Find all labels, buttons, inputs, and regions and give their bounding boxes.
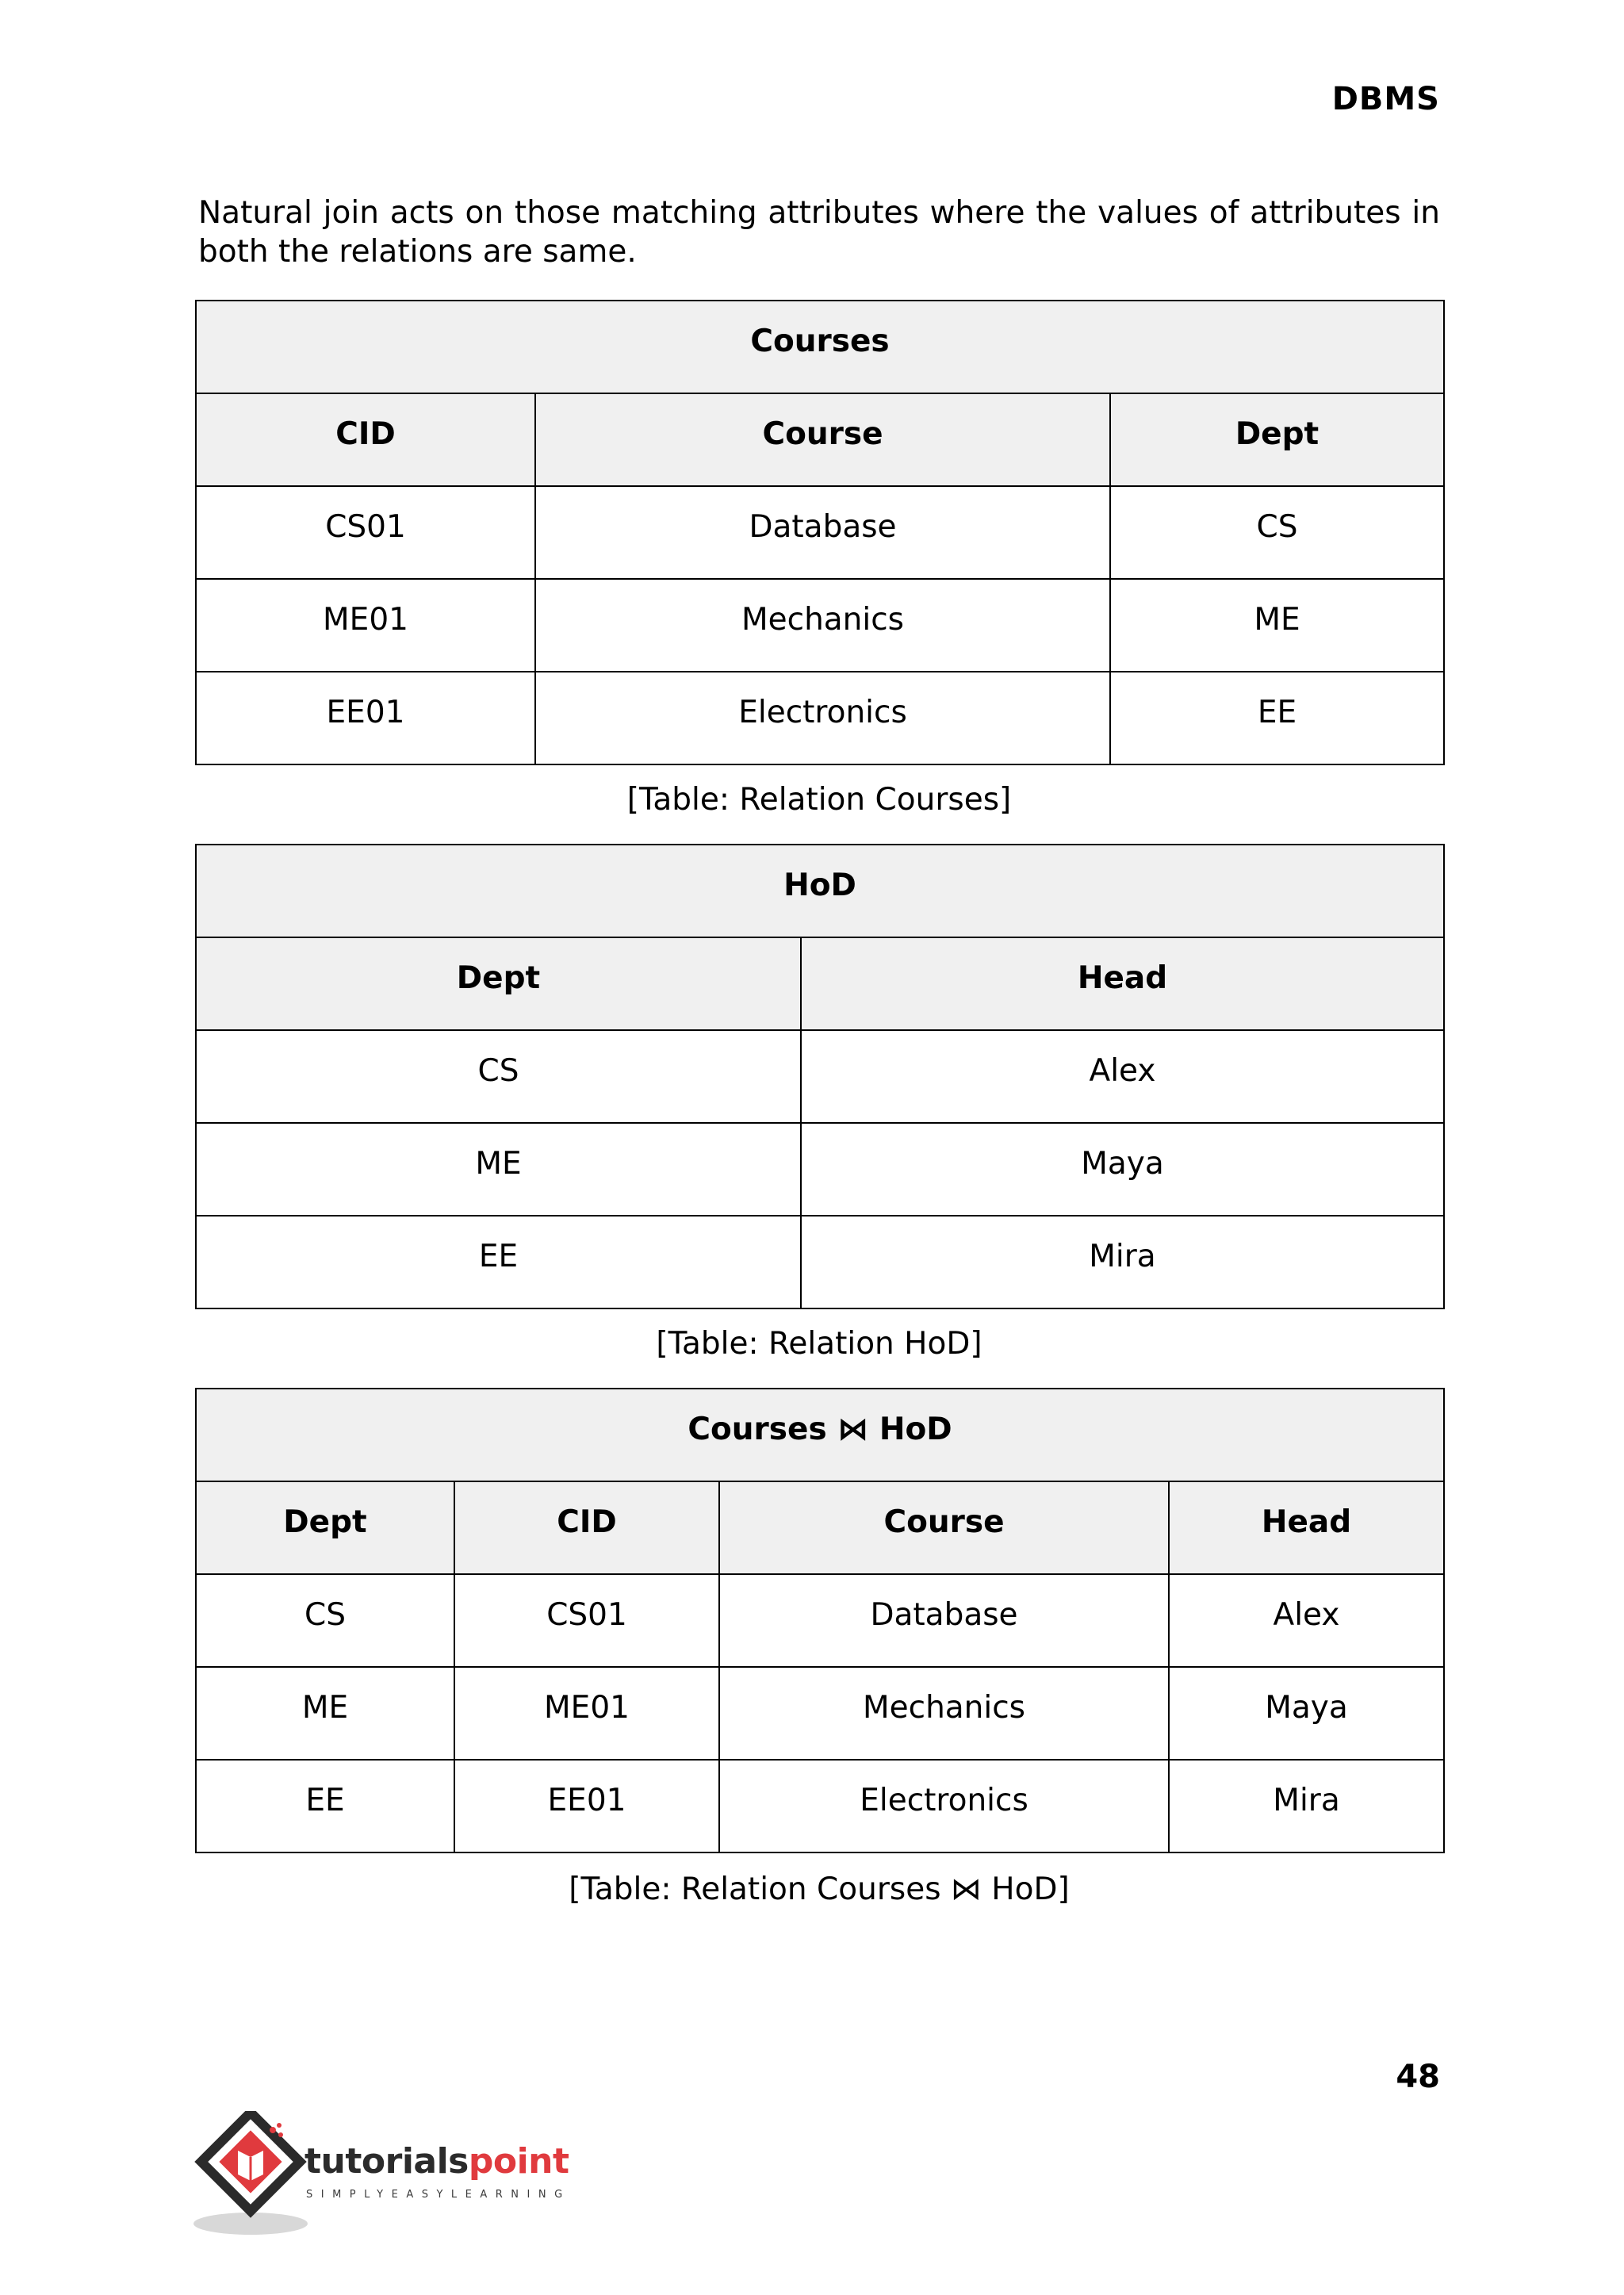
table-row — [196, 672, 1444, 764]
table-row — [196, 1030, 1444, 1123]
table-cell: Mira — [1169, 1760, 1444, 1852]
table-cell: ME — [196, 1123, 801, 1216]
logo-wordmark — [304, 2141, 569, 2182]
table-cell: EE01 — [454, 1760, 719, 1852]
table-cell: EE01 — [196, 672, 535, 764]
table-header-row — [196, 393, 1444, 486]
table-cell: EE — [196, 1760, 454, 1852]
table-cell: Alex — [801, 1030, 1444, 1123]
column-header: CID — [196, 393, 535, 486]
logo-word-part: point — [468, 2141, 569, 2182]
table-cell: Database — [535, 486, 1110, 579]
table-cell: Alex — [1169, 1574, 1444, 1667]
column-header: Dept — [196, 1481, 454, 1574]
table-cell: Mechanics — [535, 579, 1110, 672]
column-header: Course — [719, 1481, 1169, 1574]
table-row — [196, 1574, 1444, 1667]
page-number: 48 — [1396, 2059, 1440, 2095]
table-row — [196, 579, 1444, 672]
table-cell: ME — [196, 1667, 454, 1760]
table-row — [196, 1123, 1444, 1216]
column-header: Dept — [1110, 393, 1444, 486]
table-row — [196, 1216, 1444, 1308]
table-row — [196, 1667, 1444, 1760]
table-row — [196, 486, 1444, 579]
column-header: Head — [1169, 1481, 1444, 1574]
table-caption: [Table: Relation Courses] — [626, 782, 1012, 818]
table-cell: Maya — [1169, 1667, 1444, 1760]
hod-table — [195, 844, 1445, 1309]
table-cell: CS — [196, 1574, 454, 1667]
table-header-row — [196, 1481, 1444, 1574]
table-caption: [Table: Relation Courses ⋈ HoD] — [569, 1872, 1070, 1907]
join-table — [195, 1388, 1445, 1853]
logo-word-part: tutorials — [304, 2141, 469, 2182]
column-header: Course — [535, 393, 1110, 486]
intro-paragraph: Natural join acts on those matching attributes where the values of attributes in both the relations are same. — [198, 195, 1440, 270]
table-cell: Database — [719, 1574, 1169, 1667]
table-row — [196, 1760, 1444, 1852]
table-cell: Maya — [801, 1123, 1444, 1216]
table-cell: Mechanics — [719, 1667, 1169, 1760]
table-cell: ME01 — [196, 579, 535, 672]
column-header: Head — [801, 937, 1444, 1030]
table-caption: [Table: Relation HoD] — [656, 1326, 982, 1362]
logo-tagline: SIMPLYEASYLEARNING — [306, 2189, 571, 2201]
courses-table — [195, 300, 1445, 765]
table-cell: CS01 — [196, 486, 535, 579]
running-header: DBMS — [1331, 81, 1440, 117]
table-cell: CS — [196, 1030, 801, 1123]
table-cell: CS — [1110, 486, 1444, 579]
table-cell: Electronics — [719, 1760, 1169, 1852]
table-header-row — [196, 937, 1444, 1030]
table-cell: CS01 — [454, 1574, 719, 1667]
table-cell: Electronics — [535, 672, 1110, 764]
table-cell: Mira — [801, 1216, 1444, 1308]
column-header: Dept — [196, 937, 801, 1030]
table-cell: EE — [1110, 672, 1444, 764]
table-title: Courses — [196, 301, 1444, 393]
table-title: HoD — [196, 845, 1444, 937]
table-cell: EE — [196, 1216, 801, 1308]
column-header: CID — [454, 1481, 719, 1574]
table-cell: ME — [1110, 579, 1444, 672]
table-cell: ME01 — [454, 1667, 719, 1760]
tutorialspoint-logo — [193, 2111, 590, 2238]
logo-mark-icon — [193, 2111, 312, 2238]
table-title: Courses ⋈ HoD — [196, 1389, 1444, 1481]
